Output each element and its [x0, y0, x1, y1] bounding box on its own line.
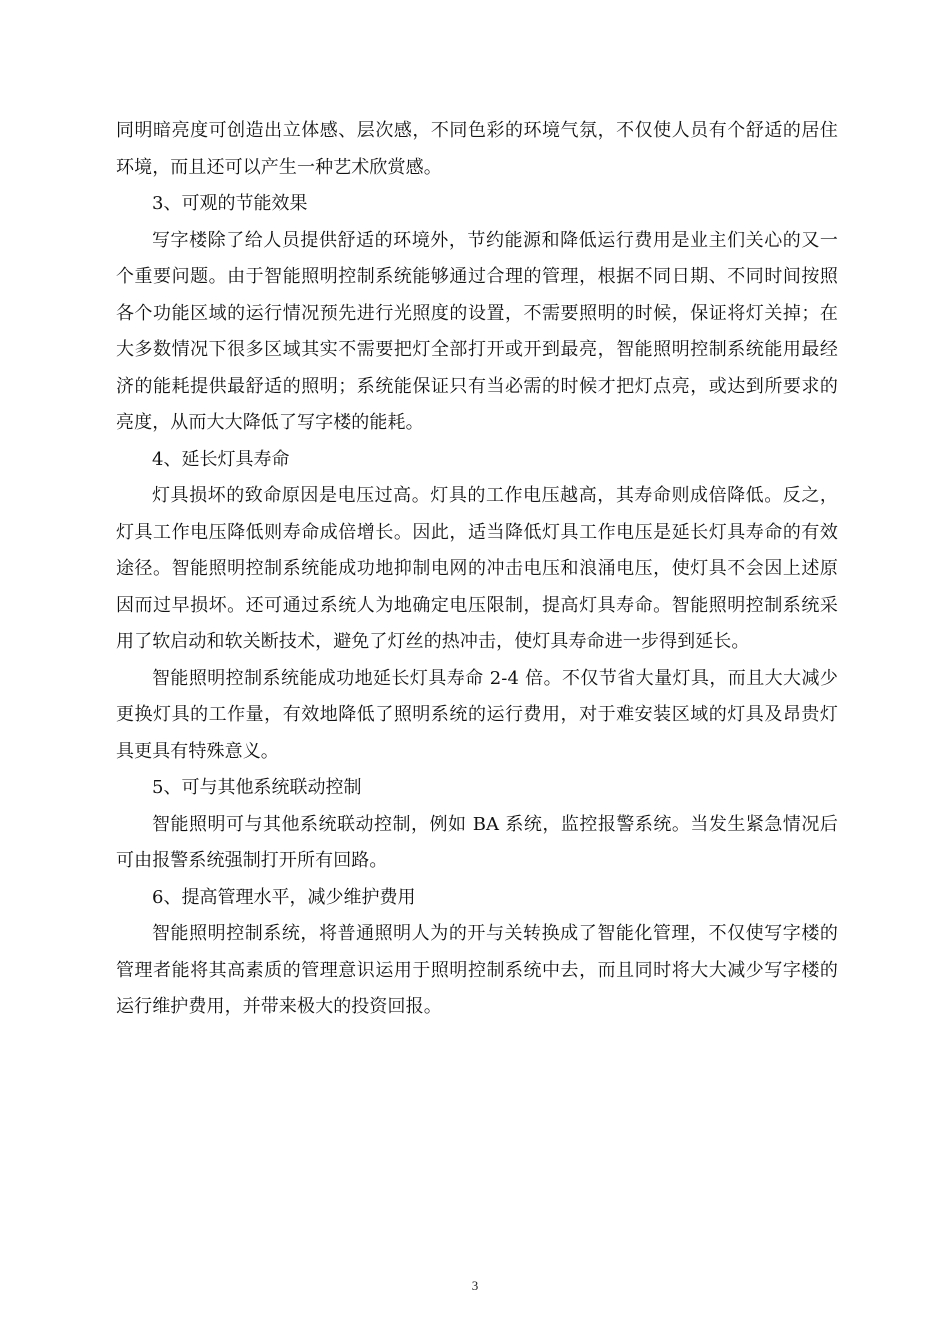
page-number: 3 — [471, 1278, 479, 1293]
paragraph-lamp-life-1: 灯具损坏的致命原因是电压过高。灯具的工作电压越高，其寿命则成倍降低。反之，灯具工作电压降低则寿命成倍增长。因此，适当降低灯具工作电压是延长灯具寿命的有效途径。智能照明控制系统能成功地抑制电网的冲击电压和浪涌电压，使灯具不会因上述原因而过早损坏。还可通过系统人为地确定电压限制，提高灯具寿命。智能照明控制系统采用了软启动和软关断技术，避免了灯丝的热冲击，使灯具寿命进一步得到延长。 — [116, 485, 838, 652]
paragraph-energy-saving: 写字楼除了给人员提供舒适的环境外，节约能源和降低运行费用是业主们关心的又一个重要问题。由于智能照明控制系统能够通过合理的管理，根据不同日期、不同时间按照各个功能区域的运行情况预先进行光照度的设置，不需要照明的时候，保证将灯关掉；在大多数情况下很多区域其实不需要把灯全部打开或开到最亮，智能照明控制系统能用最经济的能耗提供最舒适的照明；系统能保证只有当必需的时候才把灯点亮，或达到所要求的亮度，从而大大降低了写字楼的能耗。 — [116, 229, 838, 433]
section-heading-management: 6、提高管理水平，减少维护费用 — [152, 886, 416, 908]
paragraph-lamp-life-2: 智能照明控制系统能成功地延长灯具寿命 2-4 倍。不仅节省大量灯具，而且大大减少更换灯具的工作量，有效地降低了照明系统的运行费用，对于难安装区域的灯具及昂贵灯具更具有特殊意义。 — [116, 667, 838, 762]
paragraph-continued: 同明暗亮度可创造出立体感、层次感，不同色彩的环境气氛，不仅使人员有个舒适的居住环境，而且还可以产生一种艺术欣赏感。 — [116, 120, 838, 178]
paragraph-management: 智能照明控制系统，将普通照明人为的开与关转换成了智能化管理，不仅使写字楼的管理者能将其高素质的管理意识运用于照明控制系统中去，而且同时将大大减少写字楼的运行维护费用，并带来极大的投资回报。 — [116, 923, 838, 1017]
section-heading-lamp-life: 4、延长灯具寿命 — [152, 448, 290, 470]
document-body — [116, 113, 838, 1026]
section-heading-energy-saving: 3、可观的节能效果 — [152, 193, 308, 214]
paragraph-linkage-control: 智能照明可与其他系统联动控制，例如 BA 系统，监控报警系统。当发生紧急情况后可由报警系统强制打开所有回路。 — [116, 813, 838, 871]
section-heading-linkage-control: 5、可与其他系统联动控制 — [152, 777, 362, 798]
